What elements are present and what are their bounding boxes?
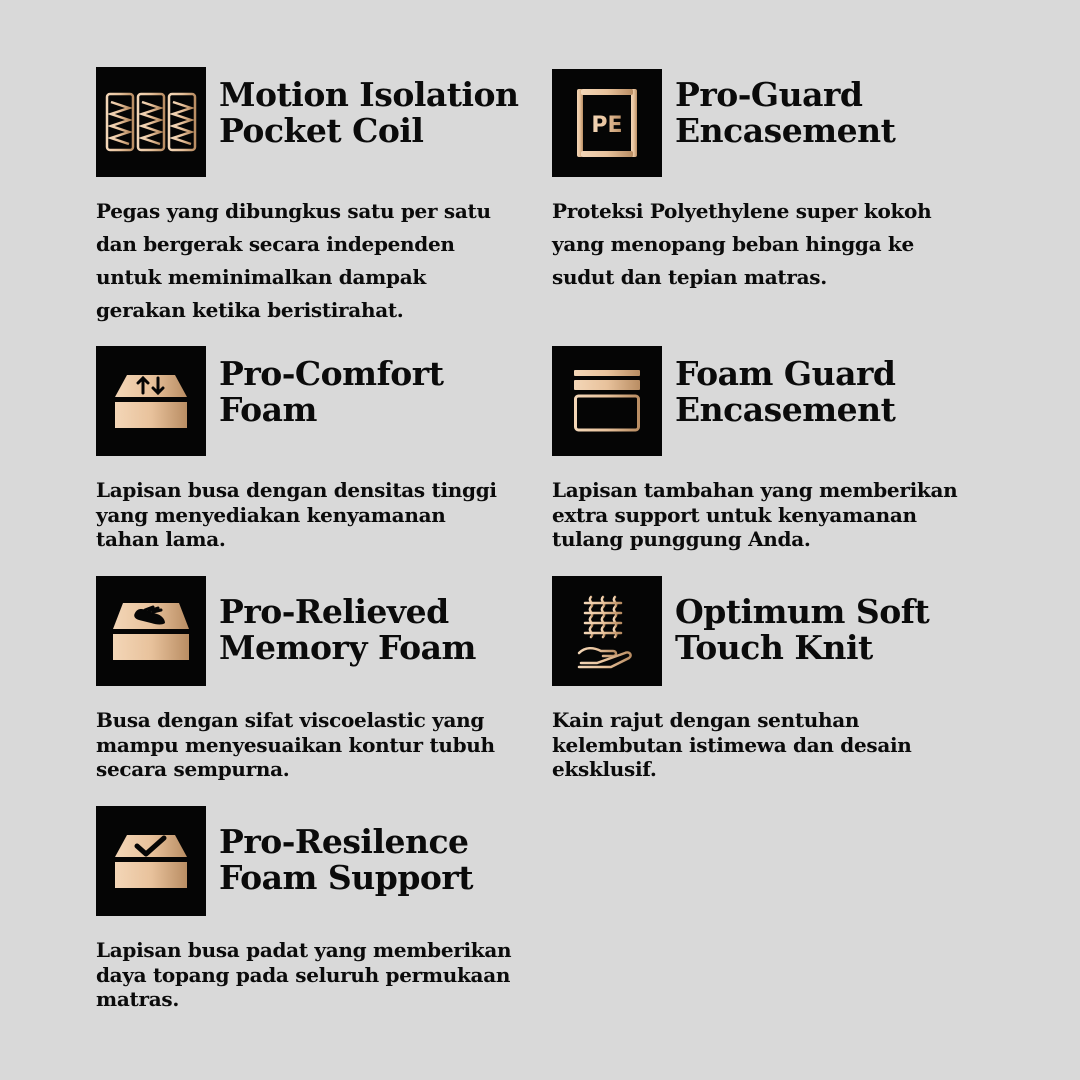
description-line: eksklusif.: [552, 757, 657, 781]
title-line: Touch Knit: [675, 628, 873, 667]
title-line: Foam Support: [219, 858, 474, 897]
title-line: Pocket Coil: [219, 111, 424, 150]
title-line: Pro-Guard: [675, 75, 863, 114]
title-line: Optimum Soft: [675, 592, 930, 631]
feature-title: [219, 356, 443, 428]
pocket-coil-icon: [96, 67, 206, 177]
feature-description: [552, 195, 931, 294]
description-line: Kain rajut dengan sentuhan: [552, 708, 860, 732]
description-line: kelembutan istimewa dan desain: [552, 732, 912, 757]
knit-hand-icon: [552, 576, 662, 686]
feature-title: [219, 594, 476, 666]
pe-guard-icon: [552, 69, 662, 177]
pe-label: PE: [591, 113, 623, 138]
title-line: Foam Guard: [675, 354, 896, 393]
title-line: Encasement: [675, 111, 896, 150]
description-line: Proteksi Polyethylene super kokoh: [552, 199, 932, 223]
feature-description: [96, 708, 495, 782]
title-line: Memory Foam: [219, 628, 476, 667]
description-line: gerakan ketika beristirahat.: [96, 298, 404, 322]
title-line: Motion Isolation: [219, 75, 519, 114]
foam-arrows-icon: [96, 346, 206, 456]
feature-title: [219, 77, 519, 149]
feature-pro-relieved: [96, 576, 536, 786]
description-line: yang menopang beban hingga ke: [552, 232, 914, 256]
description-line: untuk meminimalkan dampak: [96, 265, 426, 289]
title-line: Encasement: [675, 390, 896, 429]
title-line: Pro-Resilence: [219, 822, 469, 861]
foam-check-icon: [96, 806, 206, 916]
memory-foam-hand-icon: [96, 576, 206, 686]
feature-title: [219, 824, 473, 896]
feature-motion-isolation: [96, 67, 536, 337]
foam-layers-icon: [552, 346, 662, 456]
description-line: dan bergerak secara independen: [96, 232, 455, 256]
feature-foam-guard: [552, 346, 992, 556]
title-line: Foam: [219, 390, 317, 429]
description-line: mampu menyesuaikan kontur tubuh: [96, 732, 495, 757]
title-line: Pro-Relieved: [219, 592, 449, 631]
feature-description: [552, 478, 957, 552]
title-line: Pro-Comfort: [219, 354, 444, 393]
description-line: secara sempurna.: [96, 757, 290, 781]
feature-title: [675, 594, 929, 666]
feature-pro-guard: [552, 69, 992, 309]
feature-description: [552, 708, 912, 782]
description-line: Pegas yang dibungkus satu per satu: [96, 199, 491, 223]
description-line: extra support untuk kenyamanan: [552, 502, 917, 527]
feature-pro-comfort: [96, 346, 536, 556]
description-line: daya topang pada seluruh permukaan: [96, 962, 511, 987]
feature-description: [96, 938, 511, 1012]
feature-description: [96, 195, 491, 327]
feature-title: [675, 356, 895, 428]
description-line: sudut dan tepian matras.: [552, 265, 827, 289]
description-line: Lapisan busa padat yang memberikan: [96, 938, 512, 962]
description-line: Lapisan busa dengan densitas tinggi: [96, 478, 497, 502]
description-line: Busa dengan sifat viscoelastic yang: [96, 708, 485, 732]
feature-soft-touch-knit: [552, 576, 992, 786]
description-line: yang menyediakan kenyamanan: [96, 502, 446, 527]
feature-description: [96, 478, 497, 552]
feature-title: [675, 77, 895, 149]
feature-pro-resilence: [96, 806, 536, 1016]
description-line: tahan lama.: [96, 527, 226, 551]
description-line: Lapisan tambahan yang memberikan: [552, 478, 958, 502]
description-line: matras.: [96, 987, 179, 1011]
description-line: tulang punggung Anda.: [552, 527, 811, 551]
